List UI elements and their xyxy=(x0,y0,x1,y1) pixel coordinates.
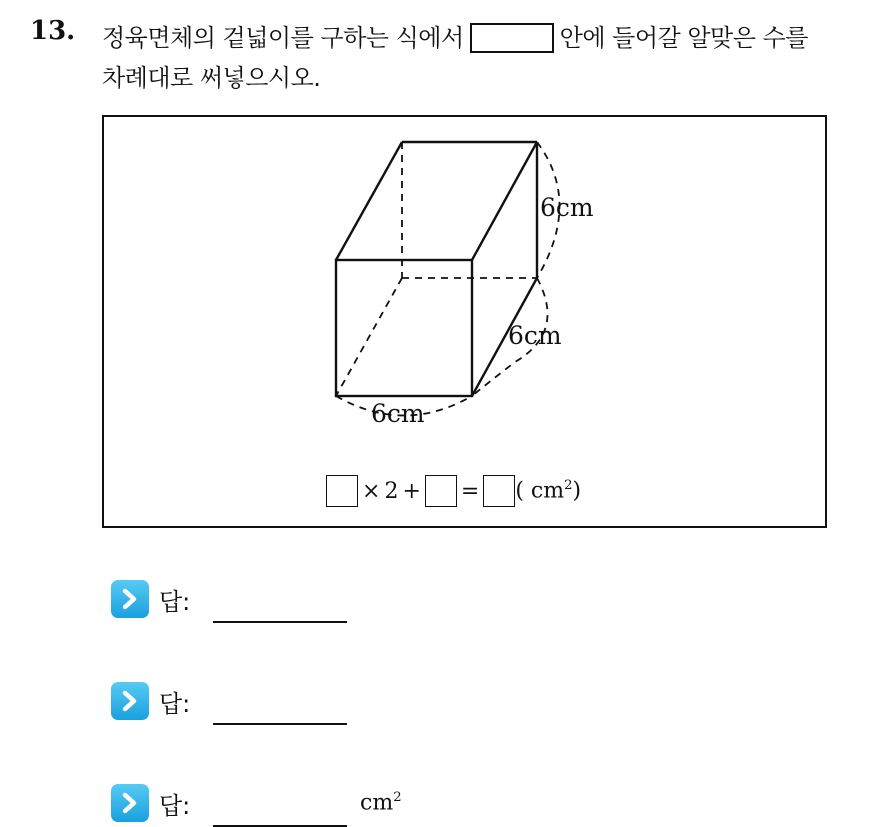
figure-box xyxy=(102,115,827,528)
equals-sign: = xyxy=(460,478,480,504)
hidden-edge-diagonal xyxy=(336,278,402,396)
question-text-line1 xyxy=(102,18,808,53)
answer-blank-1[interactable] xyxy=(213,621,347,623)
answer-unit-3 xyxy=(360,790,402,815)
label-height: 6cm xyxy=(540,193,594,222)
answer-unit-base: cm xyxy=(360,790,394,816)
cube-edge-top-left xyxy=(336,142,402,260)
answer-label-3: 답: xyxy=(159,792,191,820)
formula-blank-1 xyxy=(326,475,358,507)
formula-two: 2 xyxy=(384,478,399,504)
cube-edge-top-right xyxy=(472,142,537,260)
question-text-line2: 차례대로 써넣으시오. xyxy=(102,64,321,92)
answer-blank-2[interactable] xyxy=(213,723,347,725)
chevron-right-icon xyxy=(111,682,149,720)
cube-diagram xyxy=(104,117,829,530)
blank-box-example xyxy=(470,23,554,53)
question-text-after-box: 안에 들어갈 알맞은 수를 xyxy=(559,24,808,52)
plus-sign: + xyxy=(402,478,421,504)
answer-label-1: 답: xyxy=(159,588,191,616)
cube-front-face xyxy=(336,260,472,396)
times-sign: × xyxy=(362,478,381,504)
label-width: 6cm xyxy=(371,399,425,428)
question-number: 13. xyxy=(30,16,76,46)
formula-blank-3 xyxy=(483,475,515,507)
answer-row-1 xyxy=(111,580,190,618)
chevron-right-icon xyxy=(111,580,149,618)
formula-unit-close: ) xyxy=(572,478,582,504)
formula-blank-2 xyxy=(425,475,457,507)
chevron-right-icon xyxy=(111,784,149,822)
answer-row-3 xyxy=(111,784,190,822)
formula-unit-exponent: 2 xyxy=(564,478,573,494)
area-formula xyxy=(326,475,581,507)
formula-unit xyxy=(515,478,581,503)
answer-unit-exponent: 2 xyxy=(393,790,402,805)
answer-row-2 xyxy=(111,682,190,720)
label-depth: 6cm xyxy=(508,321,562,350)
cube-hidden-edges xyxy=(336,142,560,416)
cube-solid-edges xyxy=(336,142,537,396)
question-text-before-box: 정육면체의 겉넓이를 구하는 식에서 xyxy=(102,24,464,52)
formula-unit-open: ( cm xyxy=(515,478,565,504)
answer-label-2: 답: xyxy=(159,690,191,718)
